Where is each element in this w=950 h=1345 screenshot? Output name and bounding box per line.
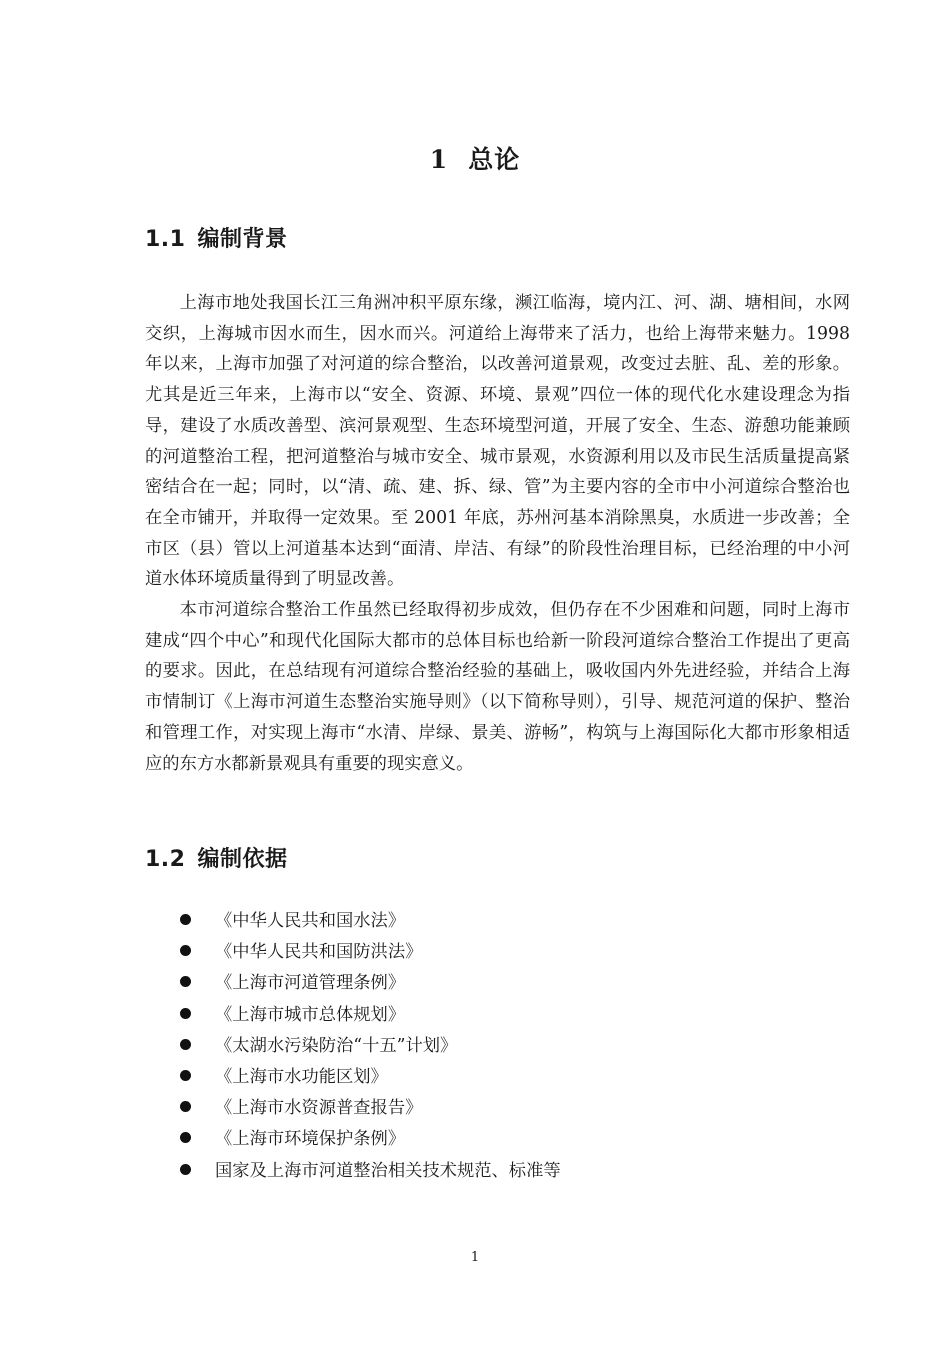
paragraph: 本市河道综合整治工作虽然已经取得初步成效，但仍存在不少困难和问题，同时上海市建成“四个中心”和现代化国际大都市的总体目标也给新一阶段河道综合整治工作提出了更高的要求。因此，在总结现有河道综合整治经验的基础上，吸收国内外先进经验，并结合上海市情制订《上海市河道生态整治实施导则》（以下简称导则），引导、规范河道的保护、整治和管理工作，对实现上海市“水清、岸绿、景美、游畅”，构筑与上海国际化大都市形象相适应的东方水都新景观具有重要的现实意义。 bbox=[145, 600, 850, 774]
section-heading-background bbox=[145, 222, 288, 253]
basis-list bbox=[180, 906, 840, 1187]
bullet-icon bbox=[180, 1008, 191, 1019]
section-body-background bbox=[145, 288, 850, 779]
list-item-text: 《中华人民共和国水法》 bbox=[215, 911, 406, 931]
chapter-number: 1 bbox=[429, 145, 449, 174]
bullet-icon bbox=[180, 1132, 191, 1143]
bullet-icon bbox=[180, 914, 191, 925]
list-item bbox=[180, 906, 840, 937]
list-item-text: 《太湖水污染防治“十五”计划》 bbox=[215, 1035, 458, 1056]
bullet-icon bbox=[180, 976, 191, 987]
bullet-icon bbox=[180, 945, 191, 956]
section-heading-basis bbox=[145, 842, 288, 873]
paragraph: 上海市地处我国长江三角洲冲积平原东缘，濒江临海，境内江、河、湖、塘相间，水网交织，上海城市因水而生，因水而兴。河道给上海带来了活力，也给上海带来魅力。1998 年以来，上海市加强了对河道的综合整治，以改善河道景观，改变过去脏、乱、差的形象。尤其是近三年来，上海市以“安全、资源、环境、景观”四位一体的现代化水建设理念为指导，建设了水质改善型、滨河景观型、生态环境型河道，开展了安全、生态、游憩功能兼顾的河道整治工程，把河道整治与城市安全、城市景观，水资源利用以及市民生活质量提高紧密结合在一起；同时，以“清、疏、建、拆、绿、管”为主要内容的全市中小河道综合整治也在全市铺开，并取得一定效果。至 2001 年底，苏州河基本消除黑臭，水质进一步改善；全市区（县）管以上河道基本达到“面清、岸洁、有绿”的阶段性治理目标，已经治理的中小河道水体环境质量得到了明显改善。 bbox=[145, 293, 850, 590]
chapter-title bbox=[0, 140, 950, 176]
section-number: 1.1 bbox=[145, 227, 186, 252]
list-item bbox=[180, 1062, 840, 1093]
bullet-icon bbox=[180, 1101, 191, 1112]
section-title: 编制依据 bbox=[197, 847, 288, 872]
list-item-text: 《上海市环境保护条例》 bbox=[215, 1129, 406, 1150]
chapter-title-text: 总论 bbox=[468, 145, 521, 174]
list-item-text: 《上海市河道管理条例》 bbox=[215, 973, 406, 994]
bullet-icon bbox=[180, 1070, 191, 1081]
list-item-text: 国家及上海市河道整治相关技术规范、标准等 bbox=[215, 1160, 561, 1181]
list-item-text: 《上海市水资源普查报告》 bbox=[215, 1098, 423, 1119]
list-item bbox=[180, 1156, 840, 1187]
list-item bbox=[180, 1031, 840, 1062]
page-number: 1 bbox=[470, 1250, 480, 1265]
list-item bbox=[180, 1093, 840, 1124]
list-item bbox=[180, 1124, 840, 1155]
bullet-icon bbox=[180, 1164, 191, 1175]
list-item bbox=[180, 1000, 840, 1031]
bullet-icon bbox=[180, 1039, 191, 1050]
list-item bbox=[180, 937, 840, 968]
list-item-text: 《中华人民共和国防洪法》 bbox=[215, 942, 423, 963]
list-item-text: 《上海市城市总体规划》 bbox=[215, 1004, 406, 1025]
list-item bbox=[180, 968, 840, 999]
section-title: 编制背景 bbox=[197, 227, 288, 252]
section-number: 1.2 bbox=[145, 847, 186, 872]
list-item-text: 《上海市水功能区划》 bbox=[215, 1066, 388, 1087]
